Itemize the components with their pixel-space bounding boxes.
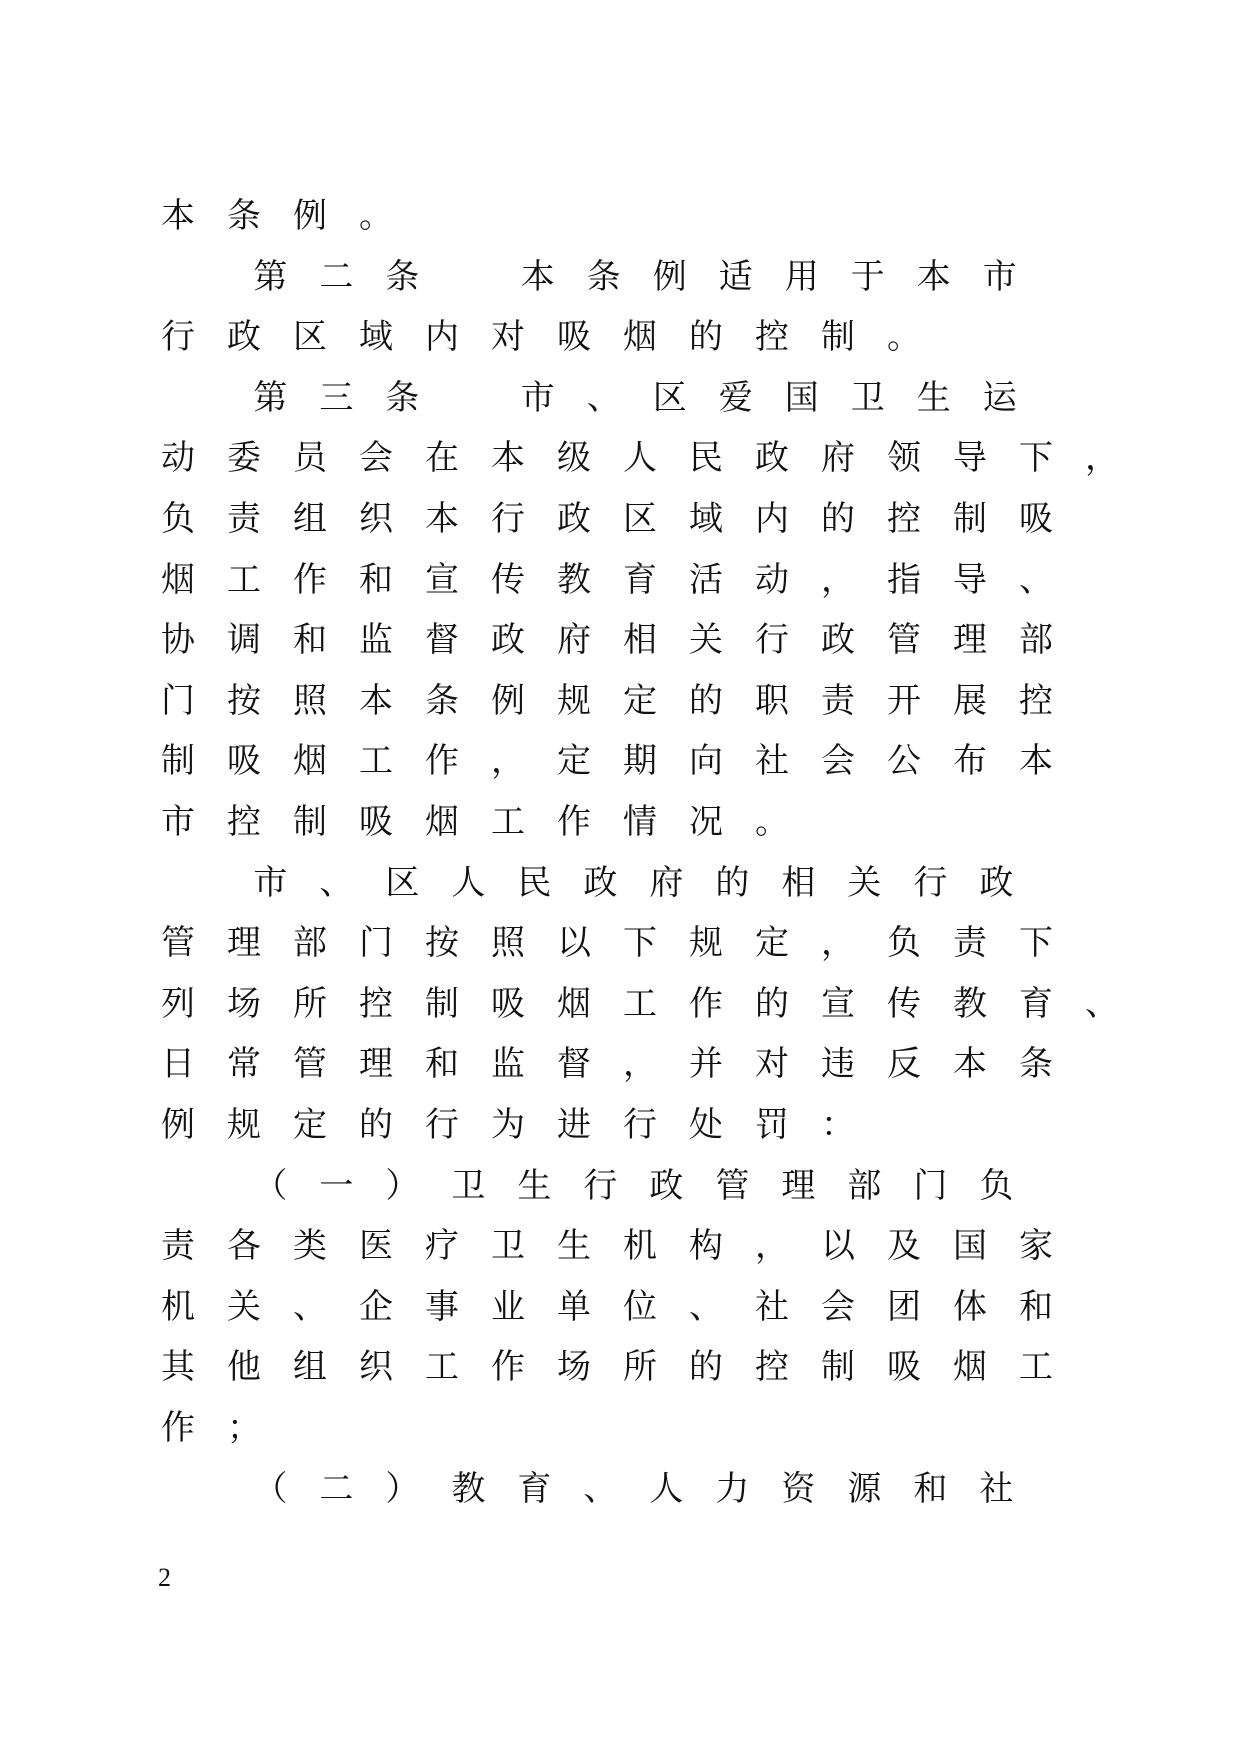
glyph: 社	[979, 1468, 1014, 1509]
glyph: 力	[715, 1468, 750, 1509]
glyph: 所	[293, 983, 327, 1024]
glyph: ，	[755, 1226, 789, 1267]
glyph: 理	[953, 620, 987, 661]
glyph: 、	[293, 1286, 327, 1327]
glyph: 常	[227, 1044, 261, 1085]
glyph: 在	[425, 438, 459, 479]
glyph: 按	[425, 923, 459, 964]
glyph: 所	[623, 1347, 657, 1388]
glyph: 本	[425, 499, 459, 539]
glyph: 内	[425, 317, 459, 358]
glyph: 规	[227, 1105, 261, 1145]
glyph: 内	[755, 499, 789, 539]
glyph: 于	[850, 256, 885, 297]
glyph: 管	[887, 620, 921, 661]
glyph: 管	[715, 1165, 750, 1206]
glyph: 域	[359, 317, 393, 358]
glyph: 宣	[425, 559, 459, 600]
glyph: 活	[689, 559, 723, 600]
text-line	[0, 1337, 1240, 1397]
glyph: 的	[755, 983, 789, 1024]
glyph: 况	[689, 802, 723, 842]
glyph: 单	[557, 1286, 591, 1327]
glyph: 处	[689, 1105, 723, 1145]
glyph: 本	[161, 196, 195, 236]
glyph: 和	[425, 1044, 459, 1085]
glyph: 本	[491, 438, 525, 479]
glyph: 政	[557, 499, 591, 539]
glyph: 理	[227, 923, 261, 964]
glyph: 指	[887, 559, 921, 600]
glyph: （	[253, 1468, 288, 1509]
glyph: 例	[652, 256, 687, 297]
glyph: 条	[385, 256, 420, 297]
glyph: 的	[821, 499, 855, 539]
glyph: 本	[1019, 741, 1053, 782]
glyph: 会	[359, 438, 393, 479]
glyph: 下	[623, 923, 657, 964]
glyph: 制	[821, 1347, 855, 1388]
glyph: 家	[1019, 1226, 1053, 1267]
glyph: 的	[689, 680, 723, 721]
glyph: 部	[847, 1165, 882, 1206]
glyph: 部	[1019, 620, 1053, 661]
glyph: 适	[718, 256, 753, 297]
glyph: 并	[689, 1044, 723, 1085]
glyph: 、	[689, 1286, 723, 1327]
glyph: 行	[425, 1105, 459, 1145]
glyph: 宣	[821, 983, 855, 1024]
glyph: 关	[847, 862, 882, 903]
text-line	[0, 247, 1240, 307]
glyph: 督	[425, 620, 459, 661]
glyph: ，	[821, 923, 855, 964]
glyph: 进	[557, 1105, 591, 1145]
glyph: 卫	[850, 377, 885, 418]
glyph: 委	[227, 438, 261, 479]
glyph: 。	[359, 196, 393, 236]
glyph: 第	[253, 377, 288, 418]
glyph: 育	[1019, 983, 1053, 1024]
glyph: 烟	[953, 1347, 987, 1388]
glyph: 区	[623, 499, 657, 539]
glyph: 规	[557, 680, 591, 721]
glyph: 作	[491, 1347, 525, 1388]
glyph: 动	[755, 559, 789, 600]
glyph: 的	[689, 317, 723, 358]
text-line	[0, 186, 1240, 246]
glyph: 教	[451, 1468, 486, 1509]
text-line	[0, 428, 1240, 488]
glyph: 场	[227, 983, 261, 1024]
glyph: 协	[161, 620, 195, 661]
glyph: 向	[689, 741, 723, 782]
glyph: 组	[293, 1347, 327, 1388]
glyph: 监	[491, 1044, 525, 1085]
glyph: 业	[491, 1286, 525, 1327]
glyph: 传	[491, 559, 525, 600]
glyph: 吸	[1019, 499, 1053, 539]
glyph: 政	[979, 862, 1014, 903]
glyph: 国	[784, 377, 819, 418]
glyph: 员	[293, 438, 327, 479]
glyph: 、	[1019, 559, 1053, 600]
glyph: 动	[161, 438, 195, 479]
glyph: 烟	[557, 983, 591, 1024]
glyph: 条	[1019, 1044, 1053, 1085]
glyph: 政	[227, 317, 261, 358]
text-line	[0, 913, 1240, 973]
glyph: 控	[1019, 680, 1053, 721]
glyph: 体	[953, 1286, 987, 1327]
glyph: 他	[227, 1347, 261, 1388]
glyph: 条	[227, 196, 261, 236]
glyph: 行	[623, 1105, 657, 1145]
glyph: 社	[755, 741, 789, 782]
glyph: 公	[887, 741, 921, 782]
glyph: 民	[517, 862, 552, 903]
glyph: 生	[916, 377, 951, 418]
glyph: 育	[517, 1468, 552, 1509]
glyph: 工	[623, 983, 657, 1024]
text-line	[0, 610, 1240, 670]
glyph: 第	[253, 256, 288, 297]
glyph: ，	[491, 741, 525, 782]
glyph: 以	[557, 923, 591, 964]
glyph: 机	[161, 1286, 195, 1327]
glyph: 的	[359, 1105, 393, 1145]
text-line	[0, 671, 1240, 731]
glyph: 理	[781, 1165, 816, 1206]
glyph: 负	[887, 923, 921, 964]
glyph: 照	[491, 923, 525, 964]
glyph: 导	[953, 438, 987, 479]
glyph: 吸	[359, 802, 393, 842]
glyph: 烟	[623, 317, 657, 358]
glyph: 政	[491, 620, 525, 661]
glyph: 织	[359, 499, 393, 539]
glyph: 织	[359, 1347, 393, 1388]
text-line	[0, 1216, 1240, 1276]
glyph: 。	[887, 317, 921, 358]
glyph: 制	[821, 317, 855, 358]
glyph: 、	[1085, 983, 1119, 1024]
glyph: 控	[887, 499, 921, 539]
glyph: 人	[623, 438, 657, 479]
glyph: 工	[359, 741, 393, 782]
glyph: 会	[821, 741, 855, 782]
glyph: 区	[385, 862, 420, 903]
text-line	[0, 1277, 1240, 1337]
glyph: 责	[953, 923, 987, 964]
glyph: 条	[586, 256, 621, 297]
glyph: 教	[557, 559, 591, 600]
glyph: 门	[359, 923, 393, 964]
glyph: 、	[583, 1468, 618, 1509]
glyph: 本	[916, 256, 951, 297]
text-line	[0, 1034, 1240, 1094]
glyph: 行	[755, 620, 789, 661]
glyph: ，	[623, 1044, 657, 1085]
glyph: 资	[781, 1468, 816, 1509]
glyph: 门	[913, 1165, 948, 1206]
glyph: ：	[821, 1105, 855, 1145]
glyph: 烟	[293, 741, 327, 782]
glyph: 对	[491, 317, 525, 358]
glyph: 为	[491, 1105, 525, 1145]
glyph: ；	[227, 1408, 261, 1448]
text-line	[0, 1459, 1240, 1519]
glyph: 社	[755, 1286, 789, 1327]
glyph: 机	[623, 1226, 657, 1267]
glyph: 反	[887, 1044, 921, 1085]
glyph: 负	[979, 1165, 1014, 1206]
glyph: 期	[623, 741, 657, 782]
glyph: 行	[161, 317, 195, 358]
glyph: 场	[557, 1347, 591, 1388]
glyph: 例	[161, 1105, 195, 1145]
glyph: 卫	[451, 1165, 486, 1206]
glyph: 区	[652, 377, 687, 418]
glyph: 区	[293, 317, 327, 358]
glyph: 生	[517, 1165, 552, 1206]
glyph: 市	[520, 377, 555, 418]
glyph: 育	[623, 559, 657, 600]
glyph: 其	[161, 1347, 195, 1388]
glyph: 作	[293, 559, 327, 600]
glyph: 开	[887, 680, 921, 721]
glyph: 调	[227, 620, 261, 661]
glyph: 生	[557, 1226, 591, 1267]
glyph: 一	[319, 1165, 354, 1206]
glyph: 监	[359, 620, 393, 661]
text-line	[0, 1398, 1240, 1458]
glyph: 例	[491, 680, 525, 721]
glyph: 下	[1019, 923, 1053, 964]
glyph: 制	[425, 983, 459, 1024]
glyph: 下	[1019, 438, 1053, 479]
glyph: 二	[319, 1468, 354, 1509]
glyph: 二	[319, 256, 354, 297]
glyph: 控	[755, 317, 789, 358]
glyph: 情	[623, 802, 657, 842]
glyph: 人	[649, 1468, 684, 1509]
glyph: 传	[887, 983, 921, 1024]
text-line	[0, 1156, 1240, 1216]
glyph: 和	[1019, 1286, 1053, 1327]
glyph: 例	[293, 196, 327, 236]
glyph: 督	[557, 1044, 591, 1085]
glyph: 对	[755, 1044, 789, 1085]
glyph: 条	[385, 377, 420, 418]
glyph: 团	[887, 1286, 921, 1327]
glyph: 条	[425, 680, 459, 721]
glyph: ）	[385, 1468, 420, 1509]
glyph: 事	[425, 1286, 459, 1327]
glyph: 、	[319, 862, 354, 903]
glyph: 和	[359, 559, 393, 600]
text-line	[0, 1095, 1240, 1155]
glyph: 烟	[161, 559, 195, 600]
glyph: 构	[689, 1226, 723, 1267]
glyph: ，	[1085, 438, 1119, 479]
glyph: 本	[953, 1044, 987, 1085]
glyph: 及	[887, 1226, 921, 1267]
glyph: 吸	[887, 1347, 921, 1388]
glyph: 吸	[491, 983, 525, 1024]
glyph: 吸	[557, 317, 591, 358]
glyph: 政	[649, 1165, 684, 1206]
glyph: 部	[293, 923, 327, 964]
glyph: 三	[319, 377, 354, 418]
glyph: 列	[161, 983, 195, 1024]
glyph: 制	[161, 741, 195, 782]
glyph: 类	[293, 1226, 327, 1267]
glyph: 负	[161, 499, 195, 539]
glyph: 市	[982, 256, 1017, 297]
glyph: 源	[847, 1468, 882, 1509]
glyph: 府	[649, 862, 684, 903]
glyph: 制	[293, 802, 327, 842]
glyph: 的	[689, 1347, 723, 1388]
glyph: 民	[689, 438, 723, 479]
glyph: 政	[583, 862, 618, 903]
text-line	[0, 853, 1240, 913]
glyph: 疗	[425, 1226, 459, 1267]
glyph: 位	[623, 1286, 657, 1327]
glyph: 违	[821, 1044, 855, 1085]
glyph: 企	[359, 1286, 393, 1327]
text-line	[0, 974, 1240, 1034]
text-line	[0, 307, 1240, 367]
glyph: 职	[755, 680, 789, 721]
glyph: 、	[586, 377, 621, 418]
glyph: 和	[913, 1468, 948, 1509]
glyph: 政	[755, 438, 789, 479]
page-number: 2	[158, 1563, 171, 1592]
glyph: 管	[161, 923, 195, 964]
glyph: 市	[253, 862, 288, 903]
glyph: 用	[784, 256, 819, 297]
glyph: 府	[821, 438, 855, 479]
glyph: 本	[520, 256, 555, 297]
glyph: 卫	[491, 1226, 525, 1267]
glyph: 工	[491, 802, 525, 842]
glyph: 烟	[425, 802, 459, 842]
glyph: 导	[953, 559, 987, 600]
glyph: 行	[583, 1165, 618, 1206]
glyph: 相	[623, 620, 657, 661]
glyph: 展	[953, 680, 987, 721]
glyph: 运	[982, 377, 1017, 418]
glyph: 吸	[227, 741, 261, 782]
glyph: 日	[161, 1044, 195, 1085]
glyph: 和	[293, 620, 327, 661]
glyph: 作	[425, 741, 459, 782]
glyph: 政	[821, 620, 855, 661]
glyph: 作	[557, 802, 591, 842]
glyph: 责	[161, 1226, 195, 1267]
text-line	[0, 368, 1240, 428]
glyph: 门	[161, 680, 195, 721]
glyph: 按	[227, 680, 261, 721]
glyph: 医	[359, 1226, 393, 1267]
glyph: 定	[293, 1105, 327, 1145]
glyph: （	[253, 1165, 288, 1206]
glyph: 市	[161, 802, 195, 842]
glyph: 定	[755, 923, 789, 964]
glyph: 以	[821, 1226, 855, 1267]
glyph: 行	[491, 499, 525, 539]
glyph: 领	[887, 438, 921, 479]
glyph: 人	[451, 862, 486, 903]
glyph: 级	[557, 438, 591, 479]
glyph: 定	[557, 741, 591, 782]
glyph: 关	[689, 620, 723, 661]
glyph: ）	[385, 1165, 420, 1206]
text-line	[0, 792, 1240, 852]
glyph: 各	[227, 1226, 261, 1267]
glyph: 行	[913, 862, 948, 903]
glyph: 管	[293, 1044, 327, 1085]
glyph: 控	[359, 983, 393, 1024]
glyph: 布	[953, 741, 987, 782]
glyph: 定	[623, 680, 657, 721]
glyph: 国	[953, 1226, 987, 1267]
glyph: 爱	[718, 377, 753, 418]
glyph: 作	[689, 983, 723, 1024]
glyph: 。	[755, 802, 789, 842]
glyph: 责	[227, 499, 261, 539]
glyph: 域	[689, 499, 723, 539]
glyph: 控	[755, 1347, 789, 1388]
glyph: 教	[953, 983, 987, 1024]
glyph: 理	[359, 1044, 393, 1085]
glyph: 作	[161, 1408, 195, 1448]
glyph: 工	[1019, 1347, 1053, 1388]
glyph: 关	[227, 1286, 261, 1327]
text-line	[0, 731, 1240, 791]
glyph: 罚	[755, 1105, 789, 1145]
text-line	[0, 489, 1240, 549]
glyph: 相	[781, 862, 816, 903]
glyph: 照	[293, 680, 327, 721]
glyph: 工	[227, 559, 261, 600]
glyph: 规	[689, 923, 723, 964]
glyph: 工	[425, 1347, 459, 1388]
glyph: 会	[821, 1286, 855, 1327]
text-line	[0, 550, 1240, 610]
glyph: 的	[715, 862, 750, 903]
glyph: 府	[557, 620, 591, 661]
glyph: 制	[953, 499, 987, 539]
glyph: 组	[293, 499, 327, 539]
glyph: 责	[821, 680, 855, 721]
glyph: 控	[227, 802, 261, 842]
glyph: 本	[359, 680, 393, 721]
glyph: ，	[821, 559, 855, 600]
